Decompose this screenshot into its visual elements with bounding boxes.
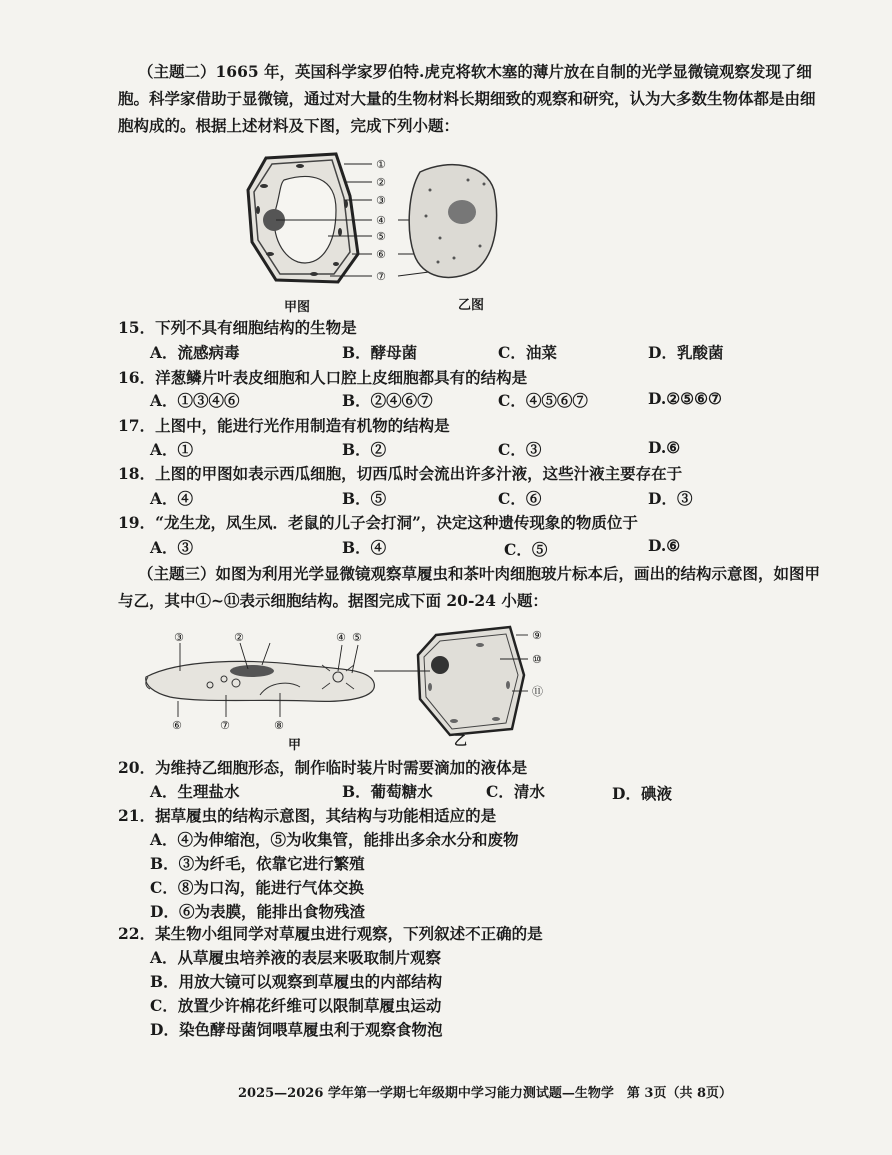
cell-diagram [240, 150, 500, 310]
fig1-label-a: 甲图 [284, 300, 311, 315]
q20-option-d[interactable]: D．碘液 [612, 784, 672, 803]
page-footer: 2025—2026 学年第一学期七年级期中学习能力测试题—生物学 第 3页（共 8页） [238, 1086, 733, 1101]
q15-option-b[interactable]: B．酵母菌 [342, 343, 418, 362]
q16-option-a[interactable]: A．①③④⑥ [150, 391, 240, 410]
q21-option-a[interactable]: A．④为伸缩泡，⑤为收集管，能排出多余水分和废物 [150, 830, 519, 849]
marker-p8: ⑧ [274, 719, 284, 732]
q22-option-d[interactable]: D．染色酵母菌饲喂草履虫利于观察食物泡 [150, 1020, 443, 1039]
q21-option-c[interactable]: C．⑧为口沟，能进行气体交换 [150, 878, 364, 897]
marker-p5: ⑤ [352, 631, 362, 644]
q17-option-c[interactable]: C．③ [498, 440, 542, 459]
paramecium-leaf-cell-diagram [140, 625, 580, 745]
q15-option-a[interactable]: A．流感病毒 [150, 343, 240, 362]
q17-stem: 17．上图中，能进行光作用制造有机物的结构是 [118, 416, 450, 435]
marker-4: ④ [376, 214, 386, 227]
q18-option-b[interactable]: B．⑤ [342, 489, 387, 508]
q22-option-a[interactable]: A．从草履虫培养液的表层来吸取制片观察 [150, 948, 442, 967]
q19-option-b[interactable]: B．④ [342, 538, 387, 557]
q21-stem: 21．据草履虫的结构示意图，其结构与功能相适应的是 [118, 806, 497, 825]
q20-option-b[interactable]: B．葡萄糖水 [342, 782, 433, 801]
leaf-cell [418, 627, 524, 735]
q15-option-c[interactable]: C．油菜 [498, 343, 557, 362]
marker-3: ③ [376, 194, 386, 207]
marker-5: ⑤ [376, 230, 386, 243]
q21-option-b[interactable]: B．③为纤毛，依靠它进行繁殖 [150, 854, 365, 873]
animal-nucleus [448, 200, 476, 224]
marker-p3: ③ [174, 631, 184, 644]
q18-option-c[interactable]: C．⑥ [498, 489, 542, 508]
marker-p6: ⑥ [172, 719, 182, 732]
q19-option-c[interactable]: C．⑤ [504, 540, 548, 559]
fig2-label-a: 甲 [288, 738, 302, 753]
q17-option-a[interactable]: A．① [150, 440, 194, 459]
q15-option-d[interactable]: D．乳酸菌 [648, 343, 724, 362]
q17-option-b[interactable]: B．② [342, 440, 387, 459]
q22-option-b[interactable]: B．用放大镜可以观察到草履虫的内部结构 [150, 972, 443, 991]
q19-option-d[interactable]: D.⑥ [648, 536, 681, 555]
marker-1: ① [376, 158, 386, 171]
q20-option-c[interactable]: C．清水 [486, 782, 545, 801]
q16-stem: 16．洋葱鳞片叶表皮细胞和人口腔上皮细胞都具有的结构是 [118, 368, 528, 387]
q20-option-a[interactable]: A．生理盐水 [150, 782, 240, 801]
q16-option-b[interactable]: B．②④⑥⑦ [342, 391, 433, 410]
q15-stem: 15．下列不具有细胞结构的生物是 [118, 318, 357, 337]
macronucleus [230, 665, 274, 677]
leaf-nucleus [431, 656, 449, 674]
q17-option-d[interactable]: D.⑥ [648, 438, 681, 457]
marker-6: ⑥ [376, 248, 386, 261]
q20-stem: 20．为维持乙细胞形态，制作临时装片时需要滴加的液体是 [118, 758, 528, 777]
theme3-intro: （主题三）如图为利用光学显微镜观察草履虫和茶叶肉细胞玻片标本后，画出的结构示意图，如图甲与乙，其中①~⑪表示细胞结构。据图完成下面 20-24 小题： [118, 564, 821, 610]
theme2-intro: （主题二）1665 年，英国科学家罗伯特.虎克将软木塞的薄片放在自制的光学显微镜观察发现了细胞。科学家借助于显微镜，通过对大量的生物材料长期细致的观察和研究，认为大多数生物体都是由细胞构成的。根据上述材料及下图，完成下列小题： [118, 62, 816, 135]
marker-p7: ⑦ [220, 719, 230, 732]
q18-option-d[interactable]: D．③ [648, 489, 693, 508]
marker-l10: ⑩ [532, 653, 542, 666]
q21-option-d[interactable]: D．⑥为表膜，能排出食物残渣 [150, 902, 365, 921]
q16-option-c[interactable]: C．④⑤⑥⑦ [498, 391, 588, 410]
marker-7: ⑦ [376, 270, 386, 283]
fig2-label-b: 乙 [454, 734, 468, 749]
fig1-label-b: 乙图 [458, 298, 485, 313]
q18-option-a[interactable]: A．④ [150, 489, 194, 508]
q19-option-a[interactable]: A．③ [150, 538, 194, 557]
q19-stem: 19．“龙生龙，凤生凤．老鼠的儿子会打洞”，决定这种遗传现象的物质位于 [118, 513, 638, 532]
q22-option-c[interactable]: C．放置少许棉花纤维可以限制草履虫运动 [150, 996, 442, 1015]
marker-2: ② [376, 176, 386, 189]
q16-option-d[interactable]: D.②⑤⑥⑦ [648, 389, 722, 408]
marker-p4: ④ [336, 631, 346, 644]
q22-stem: 22．某生物小组同学对草履虫进行观察，下列叙述不正确的是 [118, 924, 543, 943]
q18-stem: 18．上图的甲图如表示西瓜细胞，切西瓜时会流出许多汁液，这些汁液主要存在于 [118, 464, 683, 483]
marker-p2: ② [234, 631, 244, 644]
marker-l9: ⑨ [532, 629, 542, 642]
marker-l11: ⑪ [532, 685, 543, 698]
